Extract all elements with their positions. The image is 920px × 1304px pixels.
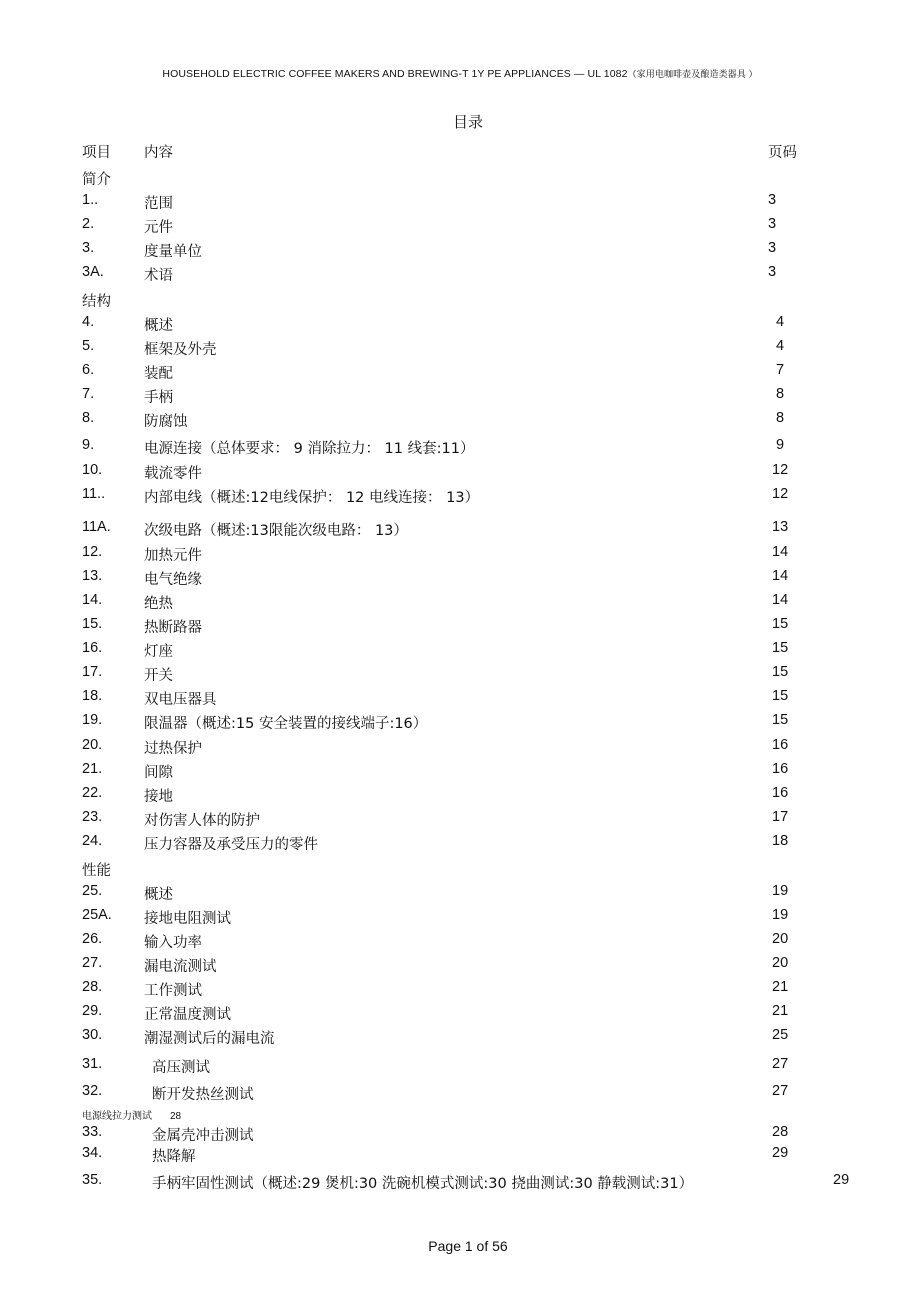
- toc-entry-page: 3: [768, 240, 777, 256]
- toc-entry-number: 25A.: [82, 907, 112, 923]
- toc-entry: [0, 737, 920, 757]
- toc-entry-title: 潮湿测试后的漏电流: [144, 1031, 275, 1047]
- toc-entry-title: 概述: [144, 887, 173, 903]
- running-header: [0, 67, 920, 80]
- toc-entry-page: 18: [772, 833, 789, 849]
- toc-entry-page: 15: [772, 616, 789, 632]
- toc-entry: [0, 1124, 920, 1144]
- toc-entry-title: 间隙: [144, 765, 173, 781]
- toc-entry-number: 3.: [82, 240, 95, 256]
- toc-entry-page: 17: [772, 809, 789, 825]
- toc-entry: [0, 519, 920, 539]
- header-subtitle: （家用电咖啡壶及酿造类器具 ）: [627, 69, 758, 79]
- toc-entry-title: 热降解: [152, 1149, 196, 1165]
- toc-entry-page: 20: [772, 955, 789, 971]
- toc-entry-page: 15: [772, 688, 789, 704]
- toc-entry-page: 16: [772, 737, 789, 753]
- toc-entry: [0, 264, 920, 284]
- toc-entry: [0, 240, 920, 260]
- toc-entry-page: 14: [772, 544, 789, 560]
- toc-entry-number: 17.: [82, 664, 103, 680]
- toc-entry-number: 20.: [82, 737, 103, 753]
- toc-entry-number: 33.: [82, 1124, 103, 1140]
- toc-entry-page: 14: [772, 592, 789, 608]
- toc-entry: [0, 1056, 920, 1076]
- toc-entry: [0, 1172, 920, 1192]
- toc-entry: [0, 216, 920, 236]
- toc-entry-title: 元件: [144, 220, 173, 236]
- toc-entry-title: 概述: [144, 318, 173, 334]
- section-heading-performance: 性能: [82, 863, 111, 879]
- toc-entry-title: 框架及外壳: [144, 342, 217, 358]
- toc-entry: [0, 1027, 920, 1047]
- toc-entry-number: 16.: [82, 640, 103, 656]
- toc-entry-title: 手柄牢固性测试（概述:29 煲机:30 洗碗机模式测试:30 挠曲测试:30 静载测试:31）: [152, 1176, 694, 1192]
- toc-entry-page: 13: [772, 519, 789, 535]
- column-header-item: 项目: [82, 145, 111, 161]
- toc-entry: [0, 1083, 920, 1103]
- toc-entry-title: 手柄: [144, 390, 173, 406]
- toc-entry-page: 27: [772, 1056, 789, 1072]
- toc-entry-page: 29: [772, 1145, 789, 1161]
- toc-entry-number: 10.: [82, 462, 103, 478]
- toc-entry-page: 4: [776, 314, 785, 330]
- toc-entry-title: 电源连接（总体要求： 9 消除拉力： 11 线套:11）: [144, 441, 475, 457]
- toc-entry-title: 灯座: [144, 644, 173, 660]
- column-header-content: 内容: [144, 145, 173, 161]
- toc-entry: [0, 192, 920, 212]
- toc-entry: [0, 410, 920, 430]
- toc-entry: [0, 761, 920, 781]
- toc-entry-title: 度量单位: [144, 244, 202, 260]
- toc-entry-page: 3: [768, 216, 777, 232]
- toc-entry-number: 11A.: [82, 519, 111, 535]
- toc-entry-page: 8: [776, 410, 785, 426]
- toc-entry-page: 20: [772, 931, 789, 947]
- small-entry-page: 28: [170, 1111, 182, 1122]
- small-entry-text: 电源线拉力测试: [82, 1111, 152, 1122]
- toc-entry-title: 双电压器具: [144, 692, 217, 708]
- toc-entry-number: 22.: [82, 785, 103, 801]
- toc-entry-number: 26.: [82, 931, 103, 947]
- toc-entry: [0, 568, 920, 588]
- toc-entry-number: 21.: [82, 761, 103, 777]
- toc-entry-page: 27: [772, 1083, 789, 1099]
- section-heading-structure: 结构: [82, 294, 111, 310]
- toc-entry: [0, 314, 920, 334]
- toc-entry-page: 14: [772, 568, 789, 584]
- toc-entry: [0, 785, 920, 805]
- toc-entry-title: 正常温度测试: [144, 1007, 231, 1023]
- toc-entry-title: 对伤害人体的防护: [144, 813, 260, 829]
- toc-entry-title: 漏电流测试: [144, 959, 217, 975]
- toc-entry-title: 次级电路（概述:13限能次级电路： 13）: [144, 523, 408, 539]
- toc-entry-title: 输入功率: [144, 935, 202, 951]
- toc-entry-number: 23.: [82, 809, 103, 825]
- toc-entry-number: 34.: [82, 1145, 103, 1161]
- header-title: HOUSEHOLD ELECTRIC COFFEE MAKERS AND BREWING-T 1Y PE APPLIANCES — UL 1082: [162, 68, 628, 80]
- toc-entry-number: 1..: [82, 192, 99, 208]
- toc-entry-page: 3: [768, 192, 777, 208]
- toc-entry-page: 3: [768, 264, 777, 280]
- toc-entry-number: 30.: [82, 1027, 103, 1043]
- toc-entry-number: 29.: [82, 1003, 103, 1019]
- toc-entry-title: 防腐蚀: [144, 414, 188, 430]
- toc-entry: [0, 712, 920, 732]
- toc-entry-title: 金属壳冲击测试: [152, 1128, 254, 1144]
- toc-entry-page: 15: [772, 640, 789, 656]
- toc-entry: [0, 386, 920, 406]
- toc-entry-title: 范围: [144, 196, 173, 212]
- toc-entry-title: 内部电线（概述:12电线保护： 12 电线连接： 13）: [144, 490, 480, 506]
- toc-entry-page: 7: [776, 362, 785, 378]
- page-footer: Page 1 of 56: [428, 1238, 508, 1254]
- toc-entry-number: 4.: [82, 314, 95, 330]
- toc-entry-number: 18.: [82, 688, 103, 704]
- toc-entry-page: 4: [776, 338, 785, 354]
- toc-entry: [0, 486, 920, 506]
- toc-entry-page: 21: [772, 1003, 789, 1019]
- toc-entry-number: 31.: [82, 1056, 103, 1072]
- toc-entry-page: 21: [772, 979, 789, 995]
- toc-entry: [0, 616, 920, 636]
- toc-entry: [0, 640, 920, 660]
- toc-entry-title: 接地: [144, 789, 173, 805]
- toc-entry-number: 8.: [82, 410, 95, 426]
- toc-entry-number: 15.: [82, 616, 103, 632]
- toc-entry-title: 工作测试: [144, 983, 202, 999]
- toc-entry-title: 电气绝缘: [144, 572, 202, 588]
- toc-entry-title: 术语: [144, 268, 173, 284]
- toc-entry-title: 绝热: [144, 596, 173, 612]
- toc-entry-number: 27.: [82, 955, 103, 971]
- toc-entry-number: 3A.: [82, 264, 104, 280]
- toc-entry-number: 32.: [82, 1083, 103, 1099]
- toc-entry: [0, 955, 920, 975]
- toc-entry-page: 8: [776, 386, 785, 402]
- toc-entry-page: 15: [772, 664, 789, 680]
- toc-entry-page: 16: [772, 785, 789, 801]
- toc-entry-number: 25.: [82, 883, 103, 899]
- toc-entry-title: 接地电阻测试: [144, 911, 231, 927]
- toc-entry-title: 开关: [144, 668, 173, 684]
- toc-entry-title: 加热元件: [144, 548, 202, 564]
- toc-entry-title: 高压测试: [152, 1060, 210, 1076]
- column-header-row: [0, 141, 920, 161]
- toc-entry-number: 12.: [82, 544, 103, 560]
- toc-entry-page: 28: [772, 1124, 789, 1140]
- toc-entry-number: 28.: [82, 979, 103, 995]
- toc-entry-title: 限温器（概述:15 安全装置的接线端子:16）: [144, 716, 428, 732]
- toc-entry-title: 断开发热丝测试: [152, 1087, 254, 1103]
- toc-entry-title: 热断路器: [144, 620, 202, 636]
- section-heading-intro: 简介: [82, 172, 111, 188]
- page-title: 目录: [452, 113, 483, 131]
- toc-entry-title: 压力容器及承受压力的零件: [144, 837, 318, 853]
- toc-entry: [0, 338, 920, 358]
- toc-entry-number: 7.: [82, 386, 95, 402]
- toc-entry-page: 29: [833, 1172, 850, 1188]
- toc-entry-page: 9: [776, 437, 785, 453]
- toc-entry-page: 16: [772, 761, 789, 777]
- toc-entry-page: 25: [772, 1027, 789, 1043]
- toc-entry-number: 2.: [82, 216, 95, 232]
- toc-entry-page: 12: [772, 486, 789, 502]
- toc-entry-page: 19: [772, 907, 789, 923]
- toc-entry-title: 过热保护: [144, 741, 202, 757]
- toc-entry-number: 9.: [82, 437, 95, 453]
- toc-entry-page: 12: [772, 462, 789, 478]
- toc-entry: [0, 931, 920, 951]
- toc-entry-number: 24.: [82, 833, 103, 849]
- column-header-page: 页码: [768, 145, 797, 161]
- toc-entry-number: 35.: [82, 1172, 103, 1188]
- small-toc-entry: [82, 1107, 181, 1122]
- toc-entry-number: 11..: [82, 486, 106, 502]
- toc-entry-title: 载流零件: [144, 466, 202, 482]
- toc-entry: [0, 979, 920, 999]
- toc-entry-number: 13.: [82, 568, 103, 584]
- toc-entry-title: 装配: [144, 366, 173, 382]
- toc-entry-number: 6.: [82, 362, 95, 378]
- toc-entry: [0, 437, 920, 457]
- toc-entry: [0, 809, 920, 829]
- toc-entry-page: 19: [772, 883, 789, 899]
- toc-entry: [0, 592, 920, 612]
- toc-entry: [0, 544, 920, 564]
- toc-entry-page: 15: [772, 712, 789, 728]
- toc-entry: [0, 664, 920, 684]
- toc-entry: [0, 907, 920, 927]
- toc-entry: [0, 1145, 920, 1165]
- toc-entry-number: 5.: [82, 338, 95, 354]
- toc-entry: [0, 462, 920, 482]
- toc-entry: [0, 362, 920, 382]
- toc-entry-number: 19.: [82, 712, 103, 728]
- toc-entry: [0, 883, 920, 903]
- toc-entry: [0, 1003, 920, 1023]
- toc-entry-number: 14.: [82, 592, 103, 608]
- toc-entry: [0, 688, 920, 708]
- toc-entry: [0, 833, 920, 853]
